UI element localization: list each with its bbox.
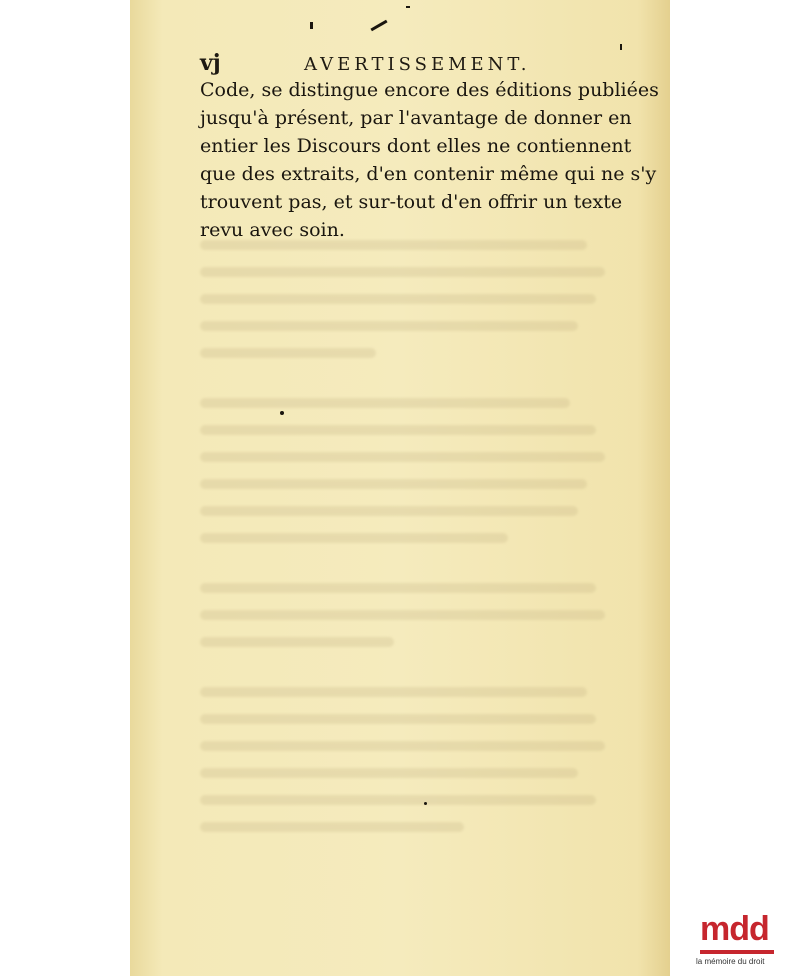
- logo-underline: [700, 950, 774, 954]
- text-line: revu avec soin.: [200, 219, 345, 241]
- show-through-text: [200, 240, 640, 880]
- ink-stroke: [370, 20, 387, 32]
- book-page: [130, 0, 670, 976]
- logo-caption: la mémoire du droit: [696, 957, 765, 966]
- page-title: AVERTISSEMENT.: [304, 54, 531, 75]
- ink-speck: [424, 802, 427, 805]
- ink-speck: [406, 6, 410, 8]
- page-number: vj: [200, 50, 221, 76]
- text-line: jusqu'à présent, par l'avantage de donner en: [200, 107, 632, 129]
- logo-wordmark: mdd: [700, 910, 769, 948]
- text-line: trouvent pas, et sur-tout d'en offrir un texte: [200, 191, 623, 213]
- text-line: que des extraits, d'en contenir même qui ne s'y: [200, 163, 657, 185]
- text-line: Code, se distingue encore des éditions publiées: [200, 79, 659, 101]
- ink-speck: [620, 44, 622, 50]
- body-paragraph: [200, 76, 659, 244]
- mdd-logo: [692, 908, 784, 972]
- ink-speck: [280, 411, 284, 415]
- text-line: entier les Discours dont elles ne contiennent: [200, 135, 632, 157]
- ink-speck: [310, 22, 313, 29]
